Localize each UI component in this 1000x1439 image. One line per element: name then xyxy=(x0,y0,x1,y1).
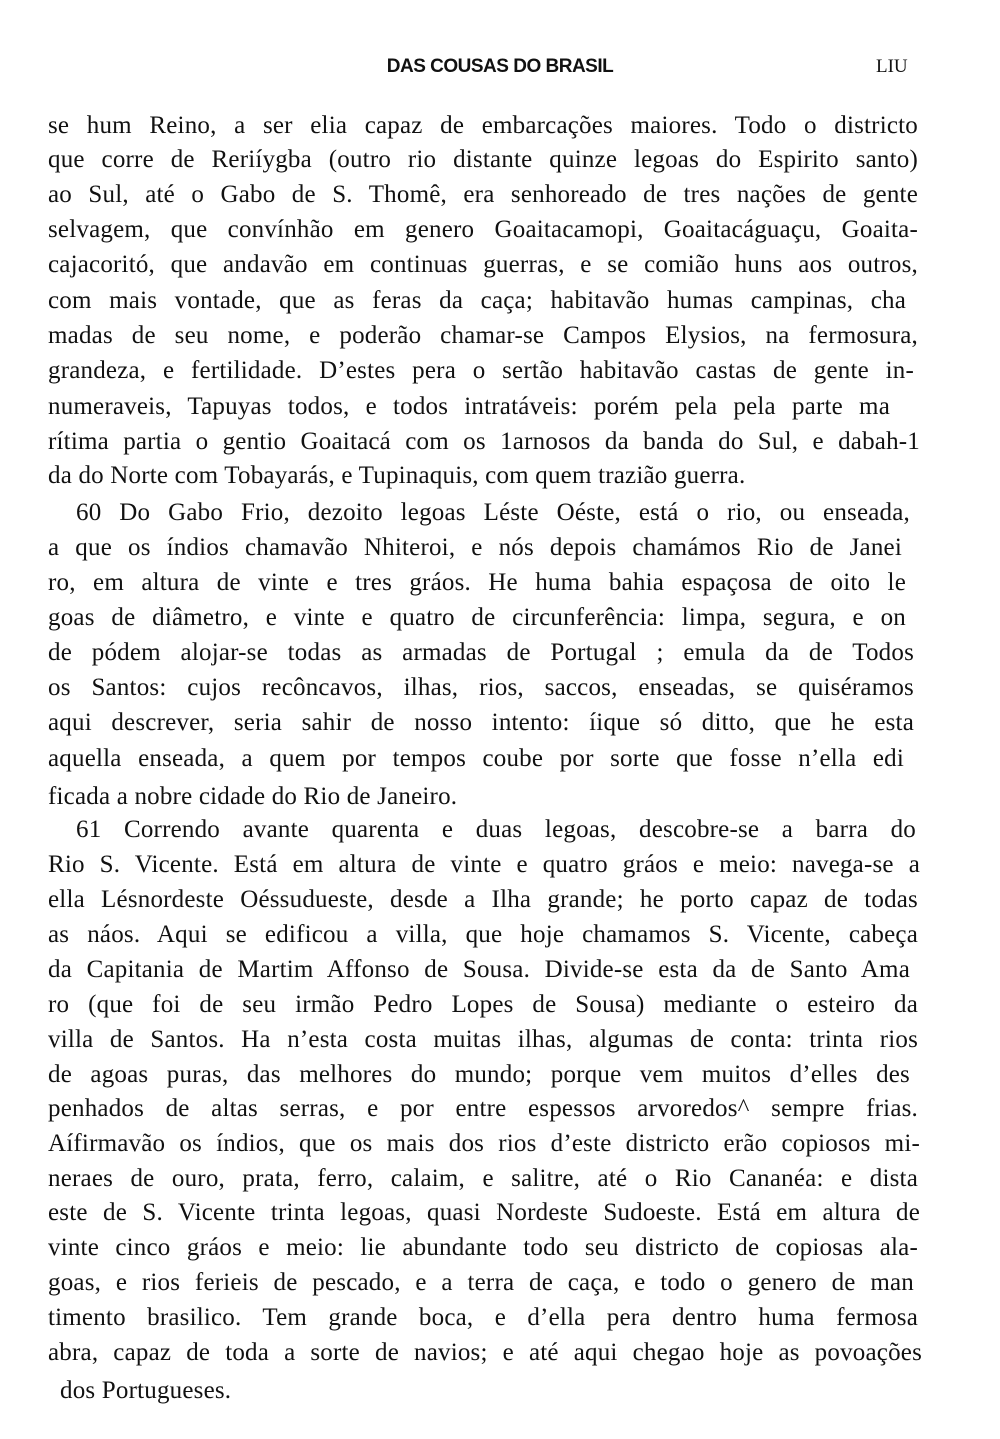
text-line: goas, e rios ferieis de pescado, e a terra de caça, e todo o genero de man xyxy=(48,1269,914,1296)
text-line: numeraveis, Tapuyas todos, e todos intratáveis: porém pela pela parte ma xyxy=(48,393,890,420)
text-line: a que os índios chamavão Nhiteroi, e nós depois chamámos Rio de Janei xyxy=(48,534,902,561)
text-line: Aífirmavão os índios, que os mais dos rios d’este districto erão copiosos mi- xyxy=(48,1130,920,1157)
text-line: que corre de Reriíygba (outro rio distante quinze legoas do Espirito santo) xyxy=(48,146,918,173)
text-line: villa de Santos. Ha n’esta costa muitas ilhas, algumas de conta: trinta rios xyxy=(48,1026,918,1053)
running-head-title: DAS COUSAS DO BRASIL xyxy=(386,56,614,77)
text-line: de agoas puras, das melhores do mundo; porque vem muitos d’elles des xyxy=(48,1061,910,1088)
text-line: ao Sul, até o Gabo de S. Thomê, era senhoreado de tres nações de gente xyxy=(48,181,918,208)
text-line: rítima partia o gentio Goaitacá com os 1arnosos da banda do Sul, e dabah-1 xyxy=(48,428,920,455)
text-line: neraes de ouro, prata, ferro, calaim, e salitre, até o Rio Cananéa: e dista xyxy=(48,1165,918,1192)
text-line: ro, em altura de vinte e tres gráos. He huma bahia espaçosa de oito le xyxy=(48,569,906,596)
text-line: madas de seu nome, e poderão chamar-se Campos Elysios, na fermosura, xyxy=(48,322,918,349)
text-line: goas de diâmetro, e vinte e quatro de circunferência: limpa, segura, e on xyxy=(48,604,906,631)
text-line: abra, capaz de toda a sorte de navios; e até aqui chegao hoje as povoações xyxy=(48,1339,922,1366)
text-line: penhados de altas serras, e por entre espessos arvoredos^ sempre frias. xyxy=(48,1095,918,1122)
text-line: cajacoritó, que andavão em continuas guerras, e se comião huns aos outros, xyxy=(48,251,918,278)
text-line: de pódem alojar-se todas as armadas de Portugal ; emula da de Todos xyxy=(48,639,914,666)
text-line: dos Portugueses. xyxy=(60,1377,232,1404)
page-number: LIU xyxy=(876,56,908,77)
text-line: os Santos: cujos recôncavos, ilhas, rios, saccos, enseadas, se quiséramos xyxy=(48,674,914,701)
text-line: com mais vontade, que as feras da caça; habitavão humas campinas, cha xyxy=(48,287,906,314)
text-line: se hum Reino, a ser elia capaz de embarcações maiores. Todo o districto xyxy=(48,112,918,139)
text-line: ella Lésnordeste Oéssudueste, desde a Ilha grande; he porto capaz de todas xyxy=(48,886,918,913)
text-line: as náos. Aqui se edificou a villa, que hoje chamamos S. Vicente, cabeça xyxy=(48,921,918,948)
paragraph-61-first-line: 61 Correndo avante quarenta e duas legoas, descobre-se a barra do xyxy=(76,816,916,843)
text-line: da do Norte com Tobayarás, e Tupinaquis, com quem trazião guerra. xyxy=(48,462,746,489)
text-line: aquella enseada, a quem por tempos coube por sorte que fosse n’ella edi xyxy=(48,745,904,772)
text-line: aqui descrever, seria sahir de nosso intento: íique só ditto, que he esta xyxy=(48,709,914,736)
text-line: timento brasilico. Tem grande boca, e d’ella pera dentro huma fermosa xyxy=(48,1304,918,1331)
paragraph-60-first-line: 60 Do Gabo Frio, dezoito legoas Léste Oéste, está o rio, ou enseada, xyxy=(76,499,910,526)
text-line: selvagem, que convínhão em genero Goaitacamopi, Goaitacáguaçu, Goaita- xyxy=(48,216,918,243)
text-line: ficada a nobre cidade do Rio de Janeiro. xyxy=(48,783,458,810)
text-line: grandeza, e fertilidade. D’estes pera o sertão habitavão castas de gente in- xyxy=(48,357,914,384)
text-line: Rio S. Vicente. Está em altura de vinte e quatro gráos e meio: navega-se a xyxy=(48,851,920,878)
text-line: este de S. Vicente trinta legoas, quasi Nordeste Sudoeste. Está em altura de xyxy=(48,1199,920,1226)
text-line: ro (que foi de seu irmão Pedro Lopes de Sousa) mediante o esteiro da xyxy=(48,991,918,1018)
text-line: da Capitania de Martim Affonso de Sousa. Divide-se esta da de Santo Ama xyxy=(48,956,910,983)
text-line: vinte cinco gráos e meio: lie abundante todo seu districto de copiosas ala- xyxy=(48,1234,918,1261)
